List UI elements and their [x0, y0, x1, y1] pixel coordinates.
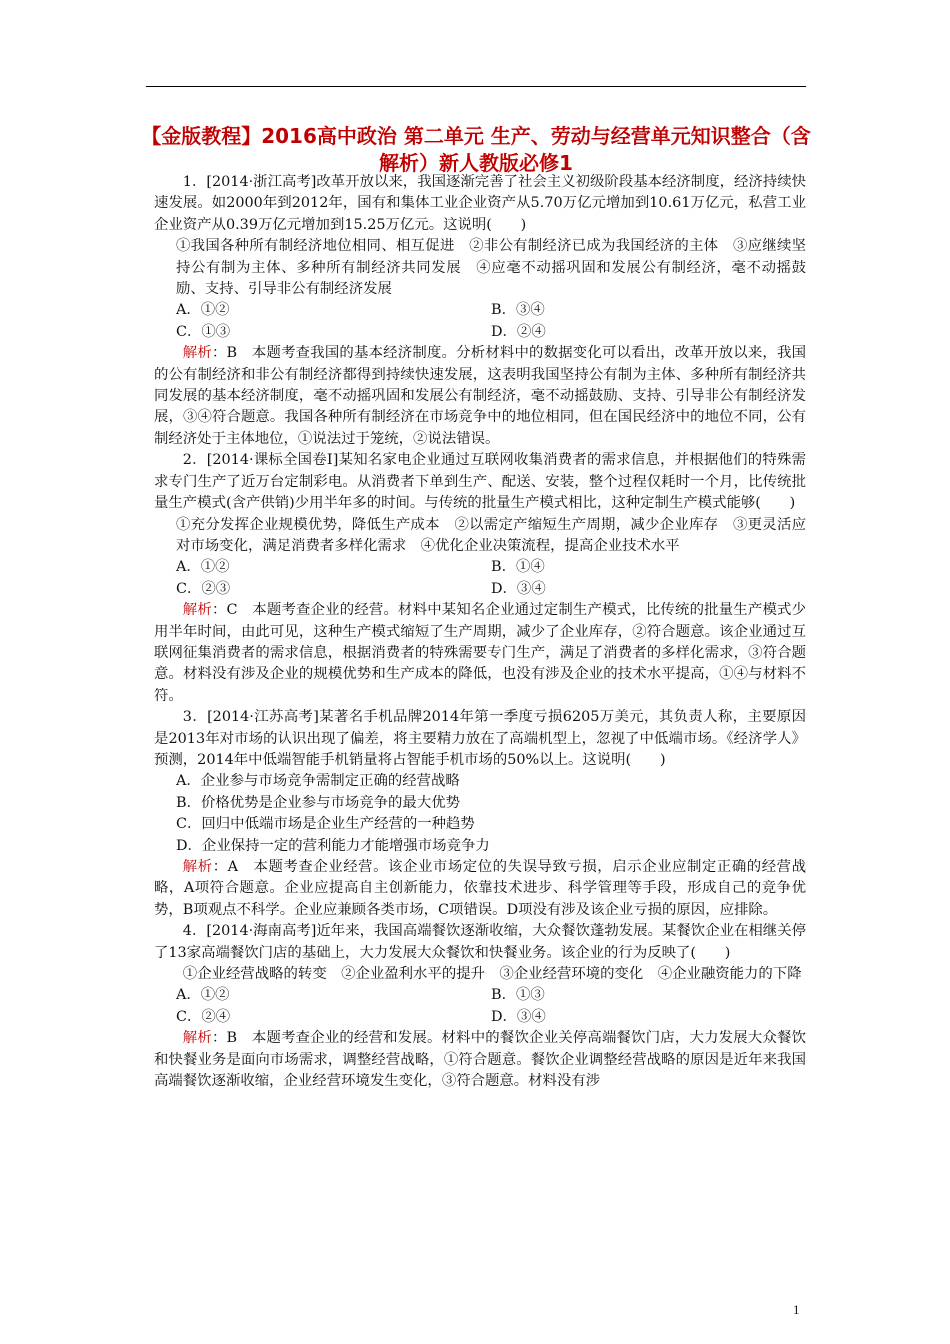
question-1-options-row-2: [154, 322, 806, 343]
option-d: D．②④: [491, 323, 546, 340]
option-b: B．①③: [491, 987, 545, 1004]
question-2-stem: 2．[2014·课标全国卷Ⅰ]某知名家电企业通过互联网收集消费者的需求信息，并根据他们的特殊需求专门生产了近万台定制彩电。从消费者下单到生产、配送、安装，整个过程仅耗时一个月，比传统批量生产模式(含产供销)少用半年多的时间。与传统的批量生产模式相比，这种定制生产模式能够( ): [154, 452, 806, 512]
question-4-options-row-2: [154, 1007, 806, 1028]
question-1-options-row-1: [154, 300, 806, 321]
question-1-stem: 1．[2014·浙江高考]改革开放以来，我国逐渐完善了社会主义初级阶段基本经济制度，经济持续快速发展。如2000年到2012年，国有和集体工业企业资产从5.70万亿元增加到10.61万亿元，私营工业企业资产从0.39万亿元增加到15.25万亿元。这说明( ): [154, 174, 806, 233]
question-2-options-row-1: [154, 557, 806, 578]
analysis-text: ：C 本题考查企业的经营。材料中某知名企业通过定制生产模式，比传统的批量生产模式少用半年时间，由此可见，这种生产模式缩短了生产周期，减少了企业库存，②符合题意。该企业通过互联网征集消费者的需求信息，根据消费者的特殊需要专门生产，满足了消费者的多样化需求，③符合题意。材料没有涉及企业的规模优势和生产成本的降低，也没有涉及企业的技术水平提高，①④与材料不符。: [154, 602, 806, 704]
question-2-analysis: [154, 600, 806, 707]
option-b: B．③④: [491, 302, 545, 319]
question-4-statements: ①企业经营战略的转变 ②企业盈利水平的提升 ③企业经营环境的变化 ④企业融资能力的下降: [182, 966, 802, 983]
option-a: A．企业参与市场竞争需制定正确的经营战略: [176, 773, 460, 790]
option-c: C．②④: [176, 1008, 231, 1025]
question-1-analysis: [154, 343, 806, 450]
header-rule: [146, 86, 806, 87]
option-c: C．②③: [176, 580, 231, 597]
option-d: D．③④: [491, 580, 546, 597]
option-a: A．①②: [176, 559, 230, 576]
option-c: C．回归中低端市场是企业生产经营的一种趋势: [176, 816, 475, 833]
question-3-analysis: [154, 857, 806, 921]
question-4-options-row-1: [154, 985, 806, 1006]
option-b: B．价格优势是企业参与市场竞争的最大优势: [176, 794, 460, 811]
analysis-text: ：B 本题考查我国的基本经济制度。分析材料中的数据变化可以看出，改革开放以来，我国的公有制经济和非公有制经济都得到持续快速发展，这表明我国坚持公有制为主体、多种所有制经济共同发展的基本经济制度，毫不动摇巩固和发展公有制经济，毫不动摇鼓励、支持、引导非公有制经济发展，③④符合题意。我国各种所有制经济在市场竞争中的地位相同，但在国民经济中的地位不同，公有制经济处于主体地位，①说法过于笼统，②说法错误。: [154, 345, 806, 447]
option-d: D．③④: [491, 1008, 546, 1025]
analysis-text: ：B 本题考查企业的经营和发展。材料中的餐饮企业关停高端餐饮门店，大力发展大众餐饮和快餐业务是面向市场需求，调整经营战略，①符合题意。餐饮企业调整经营战略的原因是近年来我国高端餐饮逐渐收缩，企业经营环境发生变化，③符合题意。材料没有涉: [154, 1030, 806, 1090]
question-4-analysis: [154, 1028, 806, 1092]
analysis-text: ：A 本题考查企业经营。该企业市场定位的失误导致亏损，启示企业应制定正确的经营战略，A项符合题意。企业应提高自主创新能力，依靠技术进步、科学管理等手段，形成自己的竞争优势，B项观点不科学。企业应兼顾各类市场，C项错误。D项没有涉及该企业亏损的原因，应排除。: [154, 859, 806, 918]
option-a: A．①②: [176, 302, 230, 319]
page-number: 1: [793, 1302, 800, 1317]
analysis-label: 解析: [182, 859, 213, 875]
option-c: C．①③: [176, 323, 231, 340]
analysis-label: 解析: [182, 602, 212, 619]
question-3-stem: 3．[2014·江苏高考]某著名手机品牌2014年第一季度亏损6205万美元，其负责人称，主要原因是2013年对市场的认识出现了偏差，将主要精力放在了高端机型上，忽视了中低端市场。《经济学人》预测，2014年中低端智能手机销量将占智能手机市场的50%以上。这说明( ): [154, 709, 806, 768]
analysis-label: 解析: [182, 1030, 212, 1047]
question-4-stem: 4．[2014·海南高考]近年来，我国高端餐饮逐渐收缩，大众餐饮蓬勃发展。某餐饮企业在相继关停了13家高端餐饮门店的基础上，大力发展大众餐饮和快餐业务。该企业的行为反映了( ): [154, 923, 806, 961]
document-body: [154, 172, 806, 1092]
document-title: 【金版教程】2016高中政治 第二单元 生产、劳动与经营单元知识整合（含解析）新人教版必修1: [141, 124, 811, 175]
question-1-statements: ①我国各种所有制经济地位相同、相互促进 ②非公有制经济已成为我国经济的主体 ③应继续坚持公有制为主体、多种所有制经济共同发展 ④应毫不动摇巩固和发展公有制经济，毫不动摇鼓励、支持、引导非公有制经济发展: [176, 238, 806, 298]
analysis-label: 解析: [182, 345, 212, 362]
option-b: B．①④: [491, 559, 545, 576]
option-d: D．企业保持一定的营利能力才能增强市场竞争力: [176, 837, 490, 854]
question-2-statements: ①充分发挥企业规模优势，降低生产成本 ②以需定产缩短生产周期，减少企业库存 ③更灵活应对市场变化，满足消费者多样化需求 ④优化企业决策流程，提高企业技术水平: [176, 516, 806, 554]
option-a: A．①②: [176, 987, 230, 1004]
question-2-options-row-2: [154, 579, 806, 600]
